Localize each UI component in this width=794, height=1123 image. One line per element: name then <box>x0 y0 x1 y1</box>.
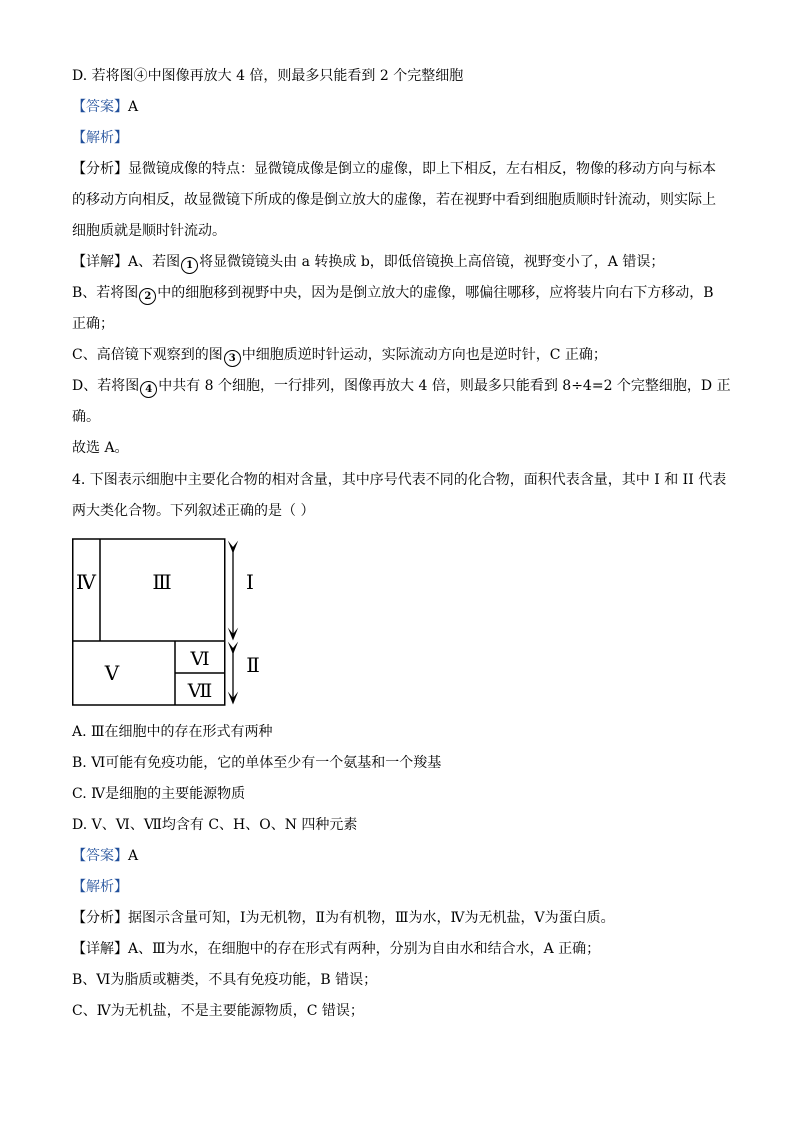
q3-fenxi-line-2: 的移动方向相反，故显微镜下所成的像是倒立放大的虚像，若在视野中看到细胞质顺时针流动，则实际上 <box>72 192 716 208</box>
detail-text: A、Ⅲ为水，在细胞中的存在形式有两种，分别为自由水和结合水，A 正确； <box>128 941 601 957</box>
q3-xiangjie-b <box>72 283 714 305</box>
q4-option-b: B. Ⅵ可能有免疫功能，它的单体至少有一个氨基和一个羧基 <box>72 755 442 771</box>
answer-tag: 【答案】 <box>72 848 128 864</box>
q4-option-a: A. Ⅲ在细胞中的存在形式有两种 <box>72 724 273 740</box>
label-iii: Ⅲ <box>152 570 172 594</box>
q4-option-c: C. Ⅳ是细胞的主要能源物质 <box>72 786 246 802</box>
q3-xiangjie-b-line-2: 正确； <box>72 316 114 332</box>
q4-option-d: D. Ⅴ、Ⅵ、Ⅶ均含有 C、H、O、N 四种元素 <box>72 817 358 833</box>
q4-stem-line-1: 4. 下图表示细胞中主要化合物的相对含量，其中序号代表不同的化合物，面积代表含量，其中 I 和 II 代表 <box>72 472 727 488</box>
q4-fenxi <box>72 908 615 928</box>
q3-option-d: D. 若将图④中图像再放大 4 倍，则最多只能看到 2 个完整细胞 <box>72 68 464 84</box>
xiangjie-tag: 【详解】 <box>72 254 128 270</box>
analysis-tag: 【解析】 <box>72 879 128 895</box>
q3-conclusion: 故选 A。 <box>72 440 129 456</box>
q3-xiangjie-c <box>72 345 607 367</box>
detail-text: C、高倍镜下观察到的图 <box>72 347 223 363</box>
circled-number-2: 2 <box>139 288 156 305</box>
fenxi-tag: 【分析】 <box>72 161 128 177</box>
xiangjie-tag: 【详解】 <box>72 941 128 957</box>
circled-number-4: 4 <box>140 381 157 398</box>
label-vi: Ⅵ <box>190 648 210 670</box>
q3-xiangjie-d <box>72 376 731 398</box>
detail-text: 中共有 8 个细胞，一行排列，图像再放大 4 倍，则最多只能看到 8÷4=2 个完整细胞，D 正 <box>158 378 731 394</box>
q4-xiangjie-c: C、Ⅳ为无机盐，不是主要能源物质，C 错误； <box>72 1003 364 1019</box>
detail-text: A、若图 <box>128 254 181 270</box>
fenxi-tag: 【分析】 <box>72 910 128 926</box>
label-iv: Ⅳ <box>76 570 96 594</box>
fenxi-text: 据图示含量可知，Ⅰ为无机物，Ⅱ为有机物，Ⅲ为水，Ⅳ为无机盐，Ⅴ为蛋白质。 <box>128 910 615 926</box>
label-ii: Ⅱ <box>246 653 260 677</box>
label-v: Ⅴ <box>104 661 120 685</box>
q3-xiangjie-d-line-2: 确。 <box>72 409 100 425</box>
answer-value: A <box>128 99 139 115</box>
detail-text: B、若将图 <box>72 285 139 301</box>
q4-analysis-heading <box>72 877 128 897</box>
q3-answer <box>72 97 138 117</box>
circled-number-3: 3 <box>224 350 241 367</box>
fenxi-text: 显微镜成像的特点：显微镜成像是倒立的虚像，即上下相反，左右相反，物像的移动方向与标本 <box>128 161 716 177</box>
q4-answer <box>72 846 138 866</box>
q4-stem-line-2: 两大类化合物。下列叙述正确的是（ ） <box>72 503 315 519</box>
q4-xiangjie-b: B、Ⅵ为脂质或糖类，不具有免疫功能，B 错误； <box>72 972 378 988</box>
q4-xiangjie-a <box>72 939 600 959</box>
detail-text: 将显微镜镜头由 a 转换成 b，即低倍镜换上高倍镜，视野变小了，A 错误； <box>199 254 665 270</box>
q3-xiangjie-a <box>72 252 664 274</box>
q3-analysis-heading <box>72 128 128 148</box>
label-i: Ⅰ <box>246 570 254 594</box>
circled-number-1: 1 <box>181 257 198 274</box>
analysis-tag: 【解析】 <box>72 130 128 146</box>
compound-content-diagram <box>72 537 272 707</box>
detail-text: 中的细胞移到视野中央，因为是倒立放大的虚像，哪偏往哪移，应将装片向右下方移动，B <box>157 285 714 301</box>
label-vii: Ⅶ <box>187 680 213 702</box>
detail-text: 中细胞质逆时针运动，实际流动方向也是逆时针，C 正确； <box>241 347 607 363</box>
answer-value: A <box>128 848 139 864</box>
detail-text: D、若将图 <box>72 378 140 394</box>
q3-fenxi-line-1 <box>72 159 716 179</box>
answer-tag: 【答案】 <box>72 99 128 115</box>
q3-fenxi-line-3: 细胞质就是顺时针流动。 <box>72 223 226 239</box>
